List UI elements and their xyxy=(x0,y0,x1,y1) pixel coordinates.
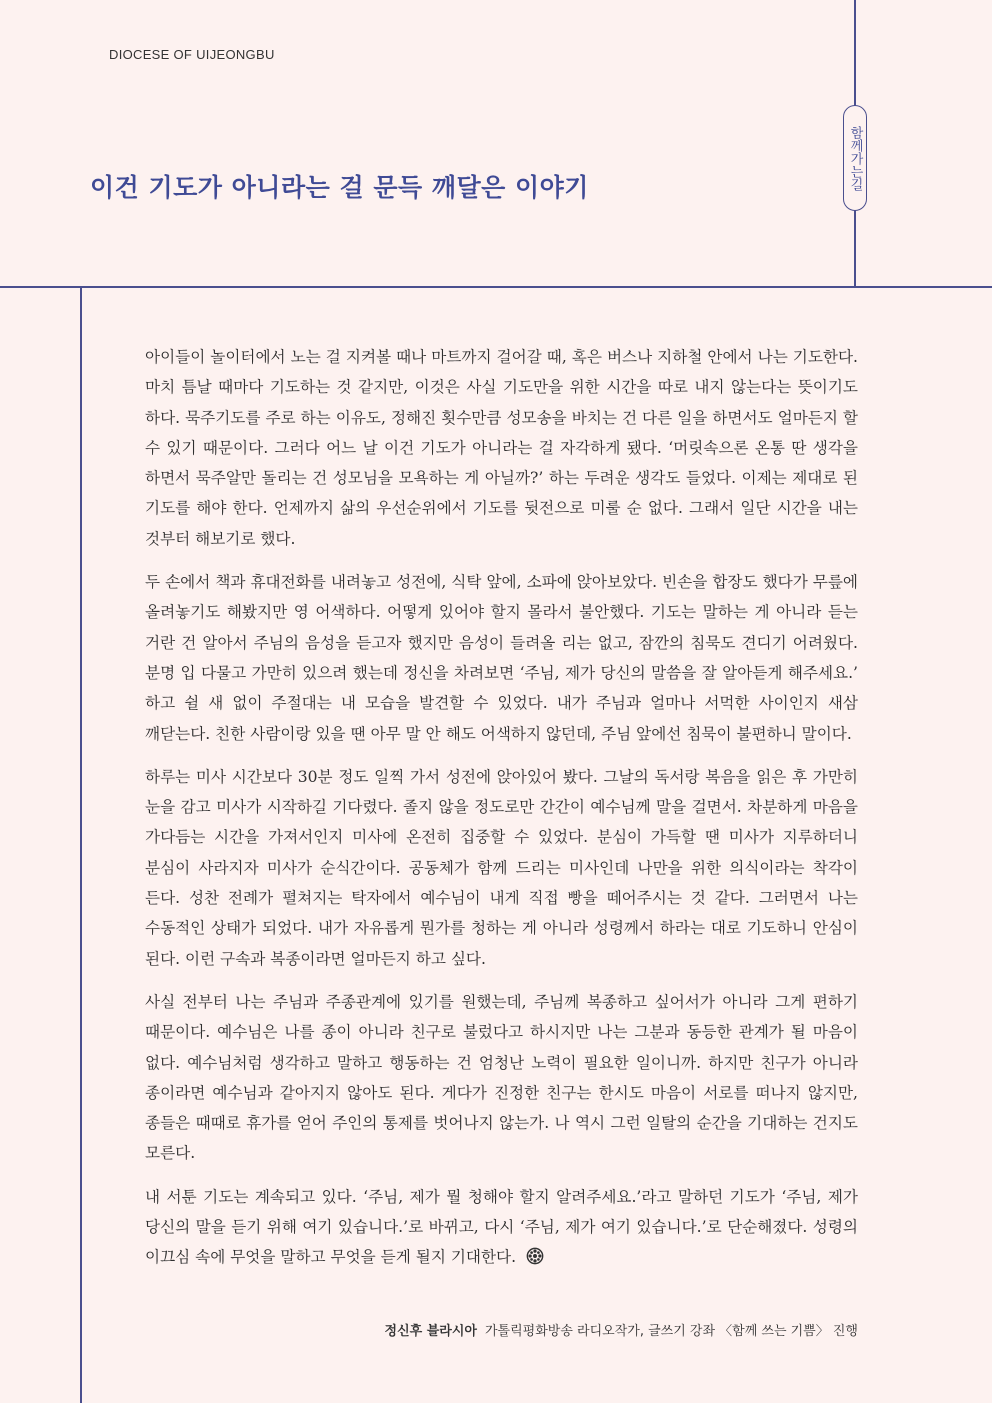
author-description: 가톨릭평화방송 라디오작가, 글쓰기 강좌 〈함께 쓰는 기쁨〉 진행 xyxy=(484,1324,858,1339)
header-divider xyxy=(0,286,992,288)
wheel-end-mark-icon xyxy=(526,1247,544,1265)
section-tab-label: 함께가는길 xyxy=(847,125,863,191)
body-left-rule xyxy=(80,287,82,1403)
section-tab xyxy=(843,105,867,211)
article-paragraph-last xyxy=(145,1182,858,1273)
article-paragraph-text: 내 서툰 기도는 계속되고 있다. ‘주님, 제가 뭘 청해야 할지 알려주세요.’라고 말하던 기도가 ‘주님, 제가 당신의 말을 듣기 위해 여기 있습니다.’로 바뀌고, 다시 ‘주님, 제가 여기 있습니다.’로 단순해졌다. 성령의 이끄심 속에 무엇을 말하고 무엇을 듣게 될지 기대한다. xyxy=(145,1187,858,1267)
article-paragraph: 사실 전부터 나는 주님과 주종관계에 있기를 원했는데, 주님께 복종하고 싶어서가 아니라 그게 편하기 때문이다. 예수님은 나를 종이 아니라 친구로 불렀다고 하시지만 나는 그분과 동등한 관계가 될 마음이 없다. 예수님처럼 생각하고 말하고 행동하는 건 엄청난 노력이 필요한 일이니까. 하지만 친구가 아니라 종이라면 예수님과 같아지지 않아도 된다. 게다가 진정한 친구는 한시도 마음이 서로를 떠나지 않지만, 종들은 때때로 휴가를 얻어 주인의 통제를 벗어나지 않는가. 나 역시 그런 일탈의 순간을 기대하는 건지도 모른다. xyxy=(145,992,858,1163)
article-paragraph: 아이들이 놀이터에서 노는 걸 지켜볼 때나 마트까지 걸어갈 때, 혹은 버스나 지하철 안에서 나는 기도한다. 마치 틈날 때마다 기도하는 것 같지만, 이것은 사실 기도만을 위한 시간을 따로 내지 않는다는 뜻이기도 하다. 묵주기도를 주로 하는 이유도, 정해진 횟수만큼 성모송을 바치는 건 다른 일을 하면서도 얼마든지 할 수 있기 때문이다. 그러다 어느 날 이건 기도가 아니라는 걸 자각하게 됐다. ‘머릿속으론 온통 딴 생각을 하면서 묵주알만 돌리는 건 성모님을 모욕하는 게 아닐까?’ 하는 두려운 생각도 들었다. 이제는 제대로 된 기도를 해야 한다. 언제까지 삶의 우선순위에서 기도를 뒷전으로 미룰 순 없다. 그래서 일단 시간을 내는 것부터 해보기로 했다. xyxy=(145,348,858,548)
article-title: 이건 기도가 아니라는 걸 문득 깨달은 이야기 xyxy=(90,173,589,202)
author-name: 정신후 블라시아 xyxy=(384,1324,477,1339)
article-paragraph: 하루는 미사 시간보다 30분 정도 일찍 가서 성전에 앉아있어 봤다. 그날의 독서랑 복음을 읽은 후 가만히 눈을 감고 미사가 시작하길 기다렸다. 졸지 않을 정도로만 간간이 예수님께 말을 걸면서. 차분하게 마음을 가다듬는 시간을 가져서인지 미사에 온전히 집중할 수 있었다. 분심이 가득할 땐 미사가 지루하더니 분심이 사라지자 미사가 순식간이다. 공동체가 함께 드리는 미사인데 나만을 위한 의식이라는 착각이 든다. 성찬 전례가 펼쳐지는 탁자에서 예수님이 내게 직접 빵을 떼어주시는 것 같다. 그러면서 나는 수동적인 상태가 되었다. 내가 자유롭게 뭔가를 청하는 게 아니라 성령께서 하라는 대로 기도하니 안심이 된다. 이런 구속과 복종이라면 얼마든지 하고 싶다. xyxy=(145,767,858,968)
article-body xyxy=(145,342,858,1286)
diocese-label: DIOCESE OF UIJEONGBU xyxy=(109,47,275,62)
author-byline xyxy=(385,1320,858,1339)
article-paragraph: 두 손에서 책과 휴대전화를 내려놓고 성전에, 식탁 앞에, 소파에 앉아보았다. 빈손을 합장도 했다가 무릎에 올려놓기도 해봤지만 영 어색하다. 어떻게 있어야 할지 몰라서 불안했다. 기도는 말하는 게 아니라 듣는 거란 건 알아서 주님의 음성을 듣고자 했지만 음성이 들려올 리는 없고, 잠깐의 침묵도 견디기 어려웠다. 분명 입 다물고 가만히 있으려 했는데 정신을 차려보면 ‘주님, 제가 당신의 말씀을 잘 알아듣게 해주세요.’ 하고 쉴 새 없이 주절대는 내 모습을 발견할 수 있었다. 내가 주님과 얼마나 서먹한 사이인지 새삼 깨닫는다. 친한 사람이랑 있을 땐 아무 말 안 해도 어색하지 않던데, 주님 앞에선 침묵이 불편하니 말이다. xyxy=(145,573,858,743)
